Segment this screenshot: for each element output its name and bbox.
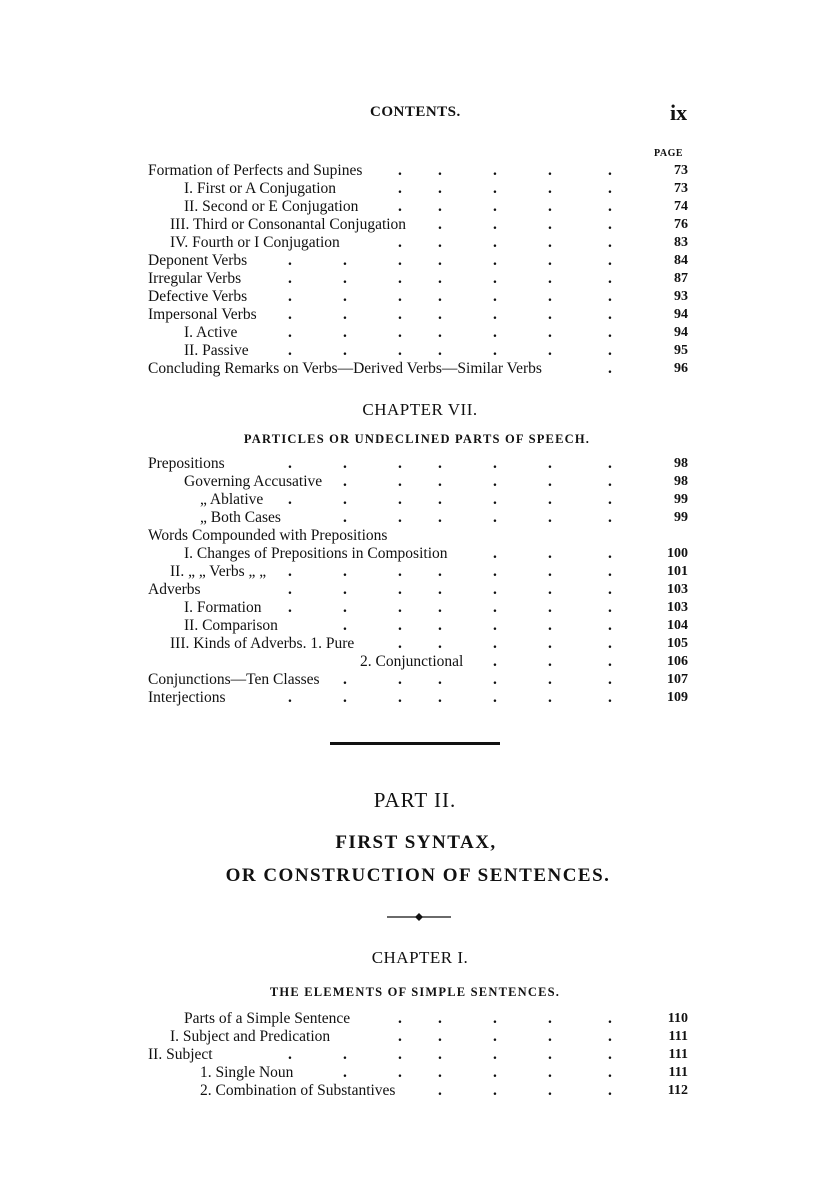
toc-entry-title: II. Passive [184, 342, 249, 359]
toc-entry [148, 635, 688, 653]
chapter-vii-heading: CHAPTER VII. [362, 400, 478, 419]
toc-entry-title: Deponent Verbs [148, 252, 248, 269]
toc-entry-title: „ Both Cases [200, 509, 281, 526]
dot-leader: . . . . . . [343, 473, 612, 490]
ornament-divider-icon [387, 912, 451, 922]
dot-leader: . . . . . [398, 234, 612, 251]
toc-entry-title: 2. Conjunctional [360, 653, 464, 670]
toc-entry [148, 1064, 688, 1082]
chapter-i-heading: CHAPTER I. [371, 948, 469, 967]
dot-leader: . . . . . . . [288, 252, 612, 269]
toc-entry-title: I. First or A Conjugation [184, 180, 336, 197]
chapter-i-subheading: THE ELEMENTS OF SIMPLE SENTENCES. [269, 985, 561, 999]
toc-entry-title: I. Changes of Prepositions in Composition [184, 545, 448, 562]
toc-entry [148, 617, 688, 635]
toc-entry [148, 324, 688, 342]
toc-entry [148, 491, 688, 509]
dot-leader: . . . . . [398, 180, 612, 197]
toc-entry-page: 96 [674, 361, 688, 376]
toc-entry-title: Words Compounded with Prepositions [148, 527, 388, 544]
running-title: CONTENTS. [370, 104, 461, 120]
toc-entry [148, 509, 688, 527]
toc-entry [148, 306, 688, 324]
toc-entry-page: 103 [667, 600, 688, 615]
toc-section-simple-sentences [148, 1010, 688, 1100]
toc-entry-title: Parts of a Simple Sentence [184, 1010, 351, 1027]
toc-entry-title: Concluding Remarks on Verbs—Derived Verbs—Similar Verbs [148, 360, 542, 377]
toc-entry [148, 455, 688, 473]
toc-entry-title: Governing Accusative [184, 473, 323, 490]
toc-entry [148, 599, 688, 617]
toc-entry-page: 110 [667, 1011, 688, 1026]
dot-leader: . . . . . . . [288, 599, 612, 616]
toc-entry-page: 76 [674, 217, 688, 232]
toc-entry [148, 162, 688, 180]
toc-entry-page: 99 [674, 492, 688, 507]
toc-entry-page: 87 [674, 271, 688, 286]
toc-entry-page: 94 [674, 307, 688, 322]
dot-leader: . . . . . . [343, 671, 612, 688]
toc-entry-page: 94 [674, 325, 688, 340]
toc-section-particles [148, 455, 688, 707]
dot-leader: . . . . [438, 216, 612, 233]
toc-entry-title: Impersonal Verbs [148, 306, 257, 323]
toc-entry [148, 270, 688, 288]
toc-entry-page: 100 [667, 546, 688, 561]
toc-entry-page: 73 [674, 181, 688, 196]
toc-entry-title: Conjunctions—Ten Classes [148, 671, 320, 688]
toc-entry [148, 581, 688, 599]
toc-entry-title: III. Third or Consonantal Conjugation [170, 216, 407, 233]
toc-entry [148, 1028, 688, 1046]
toc-entry [148, 252, 688, 270]
toc-entry-page: 103 [667, 582, 688, 597]
toc-entry-title: II. Comparison [184, 617, 278, 634]
toc-entry-page: 109 [667, 690, 688, 705]
toc-entry-title: II. Second or E Conjugation [184, 198, 359, 215]
dot-leader: . . . . . . . [288, 1046, 612, 1063]
dot-leader: . . . . . [398, 1028, 612, 1045]
toc-entry-title: Adverbs [148, 581, 201, 598]
dot-leader: . . . . . . . [288, 342, 612, 359]
toc-entry [148, 653, 688, 671]
toc-entry-page: 99 [674, 510, 688, 525]
toc-entry-page: 83 [674, 235, 688, 250]
toc-entry-title: Prepositions [148, 455, 225, 472]
dot-leader: . . . . . . . [288, 563, 612, 580]
toc-entry-title: 2. Combination of Substantives [200, 1082, 396, 1099]
toc-entry-title: Defective Verbs [148, 288, 248, 305]
dot-leader: . . . . . . . [288, 455, 612, 472]
toc-entry-page: 93 [674, 289, 688, 304]
dot-leader: . . . [493, 653, 612, 670]
toc-entry [148, 671, 688, 689]
dot-leader: . . . . . [398, 635, 612, 652]
dot-leader: . . . . . . . [288, 324, 612, 341]
dot-leader: . [608, 360, 612, 377]
toc-entry-page: 111 [668, 1029, 688, 1044]
toc-entry [148, 198, 688, 216]
toc-entry-title: Interjections [148, 689, 226, 706]
toc-entry-page: 98 [674, 456, 688, 471]
dot-leader: . . . [493, 545, 612, 562]
toc-entry [148, 234, 688, 252]
toc-entry-title: II. „ „ Verbs „ „ [170, 563, 267, 580]
toc-entry [148, 1010, 688, 1028]
toc-entry-page: 98 [674, 474, 688, 489]
toc-entry-title: „ Ablative [200, 491, 264, 508]
dot-leader: . . . . . . [343, 509, 612, 526]
section-divider-rule [330, 742, 500, 745]
toc-entry [148, 545, 688, 563]
toc-entry-title: I. Subject and Predication [170, 1028, 331, 1045]
dot-leader: . . . . . [398, 1010, 612, 1027]
toc-entry [148, 360, 688, 378]
toc-entry-title: III. Kinds of Adverbs. 1. Pure [170, 635, 355, 652]
toc-entry-page: 107 [667, 672, 688, 687]
dot-leader: . . . . . . . [288, 306, 612, 323]
dot-leader: . . . . . . . [288, 491, 612, 508]
toc-entry [148, 689, 688, 707]
toc-entry [148, 216, 688, 234]
toc-entry [148, 288, 688, 306]
toc-entry-page: 105 [667, 636, 688, 651]
toc-entry [148, 563, 688, 581]
dot-leader: . . . . . . [343, 1064, 612, 1081]
toc-entry-page: 111 [668, 1047, 688, 1062]
toc-entry-page: 95 [674, 343, 688, 358]
dot-leader: . . . . . . . [288, 689, 612, 706]
toc-entry [148, 342, 688, 360]
toc-entry-page: 101 [667, 564, 688, 579]
toc-entry-title: I. Formation [184, 599, 262, 616]
dot-leader: . . . . . . . [288, 270, 612, 287]
toc-entry-title: Irregular Verbs [148, 270, 242, 287]
running-head [0, 100, 840, 130]
toc-entry [148, 1046, 688, 1064]
toc-entry-title: IV. Fourth or I Conjugation [170, 234, 340, 251]
part-ii-subtitle-1: FIRST SYNTAX, [335, 832, 497, 853]
toc-entry-page: 73 [674, 163, 688, 178]
dot-leader: . . . . . . . [288, 288, 612, 305]
toc-entry-page: 111 [668, 1065, 688, 1080]
toc-entry [148, 527, 688, 545]
toc-entry [148, 180, 688, 198]
toc-entry-title: II. Subject [148, 1046, 213, 1063]
toc-entry [148, 473, 688, 491]
toc-entry-page: 112 [667, 1083, 688, 1098]
toc-entry-title: 1. Single Noun [200, 1064, 294, 1081]
dot-leader: . . . . [438, 1082, 612, 1099]
page-number: ix [670, 100, 688, 125]
dot-leader: . . . . . . [343, 617, 612, 634]
toc-section-verbs [148, 162, 688, 378]
dot-leader: . . . . . [398, 198, 612, 215]
part-ii-title: PART II. [373, 788, 457, 812]
toc-entry-page: 104 [667, 618, 688, 633]
dot-leader: . . . . . [398, 162, 612, 179]
toc-entry-title: Formation of Perfects and Supines [148, 162, 363, 179]
chapter-vii-subheading: PARTICLES OR UNDECLINED PARTS OF SPEECH. [243, 432, 591, 446]
toc-entry-page: 106 [667, 654, 688, 669]
part-ii-subtitle-2: OR CONSTRUCTION OF SENTENCES. [225, 865, 611, 886]
page-column-label: PAGE [654, 148, 684, 159]
toc-entry [148, 1082, 688, 1100]
toc-entry-page: 84 [674, 253, 688, 268]
toc-entry-page: 74 [674, 199, 688, 214]
toc-entry-title: I. Active [184, 324, 238, 341]
dot-leader: . . . . . . . [288, 581, 612, 598]
